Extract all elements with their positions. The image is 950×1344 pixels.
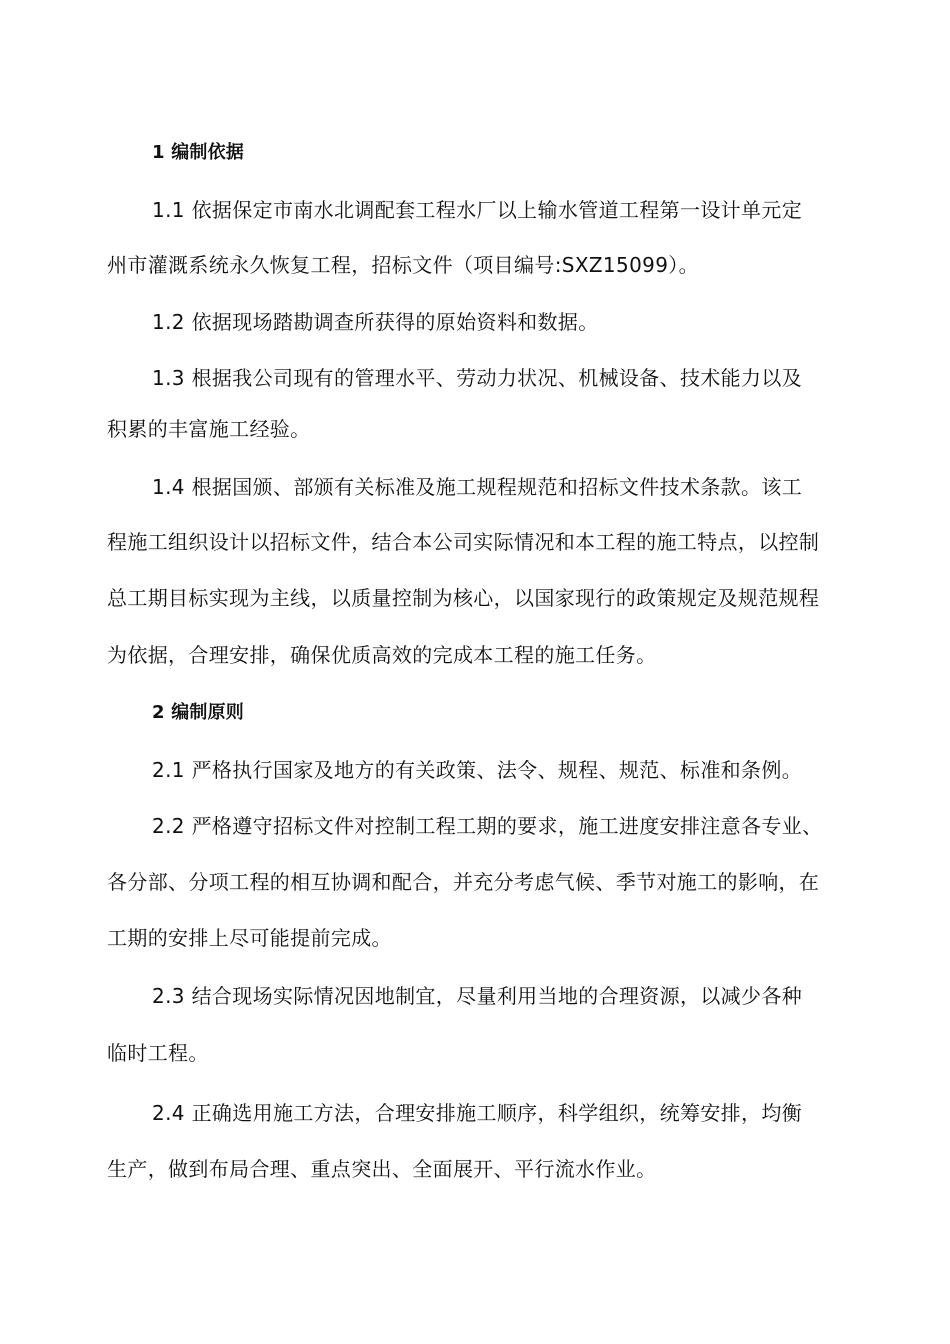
paragraph-line: 2.1 严格执行国家及地方的有关政策、法令、规程、规范、标准和条例。 bbox=[152, 758, 803, 782]
paragraph-line: 总工期目标实现为主线，以质量控制为核心，以国家现行的政策规定及规范规程 bbox=[107, 586, 820, 610]
paragraph-line: 临时工程。 bbox=[107, 1041, 209, 1065]
paragraph-line: 1.4 根据国颁、部颁有关标准及施工规程规范和招标文件技术条款。该工 bbox=[152, 475, 803, 499]
paragraph-line: 生产，做到布局合理、重点突出、全面展开、平行流水作业。 bbox=[107, 1157, 657, 1181]
section-heading: 2 编制原则 bbox=[152, 702, 244, 723]
paragraph-line: 积累的丰富施工经验。 bbox=[107, 417, 311, 441]
paragraph-line: 程施工组织设计以招标文件，结合本公司实际情况和本工程的施工特点，以控制 bbox=[107, 530, 820, 554]
paragraph-line: 2.2 严格遵守招标文件对控制工程工期的要求，施工进度安排注意各专业、 bbox=[152, 814, 823, 838]
paragraph-line: 州市灌溉系统永久恢复工程，招标文件（项目编号:SXZ15099）。 bbox=[107, 253, 700, 277]
paragraph-line: 2.4 正确选用施工方法，合理安排施工顺序，科学组织，统筹安排，均衡 bbox=[152, 1101, 803, 1125]
paragraph-line: 工期的安排上尽可能提前完成。 bbox=[107, 926, 392, 950]
paragraph-line: 1.2 依据现场踏勘调查所获得的原始资料和数据。 bbox=[152, 310, 599, 334]
paragraph-line: 各分部、分项工程的相互协调和配合，并充分考虑气候、季节对施工的影响，在 bbox=[107, 870, 820, 894]
paragraph-line: 为依据，合理安排，确保优质高效的完成本工程的施工任务。 bbox=[107, 643, 657, 667]
paragraph-line: 1.1 依据保定市南水北调配套工程水厂以上输水管道工程第一设计单元定 bbox=[152, 198, 803, 222]
paragraph-line: 1.3 根据我公司现有的管理水平、劳动力状况、机械设备、技术能力以及 bbox=[152, 366, 803, 390]
paragraph-line: 2.3 结合现场实际情况因地制宜，尽量利用当地的合理资源，以减少各种 bbox=[152, 984, 803, 1008]
section-heading: 1 编制依据 bbox=[152, 142, 244, 163]
